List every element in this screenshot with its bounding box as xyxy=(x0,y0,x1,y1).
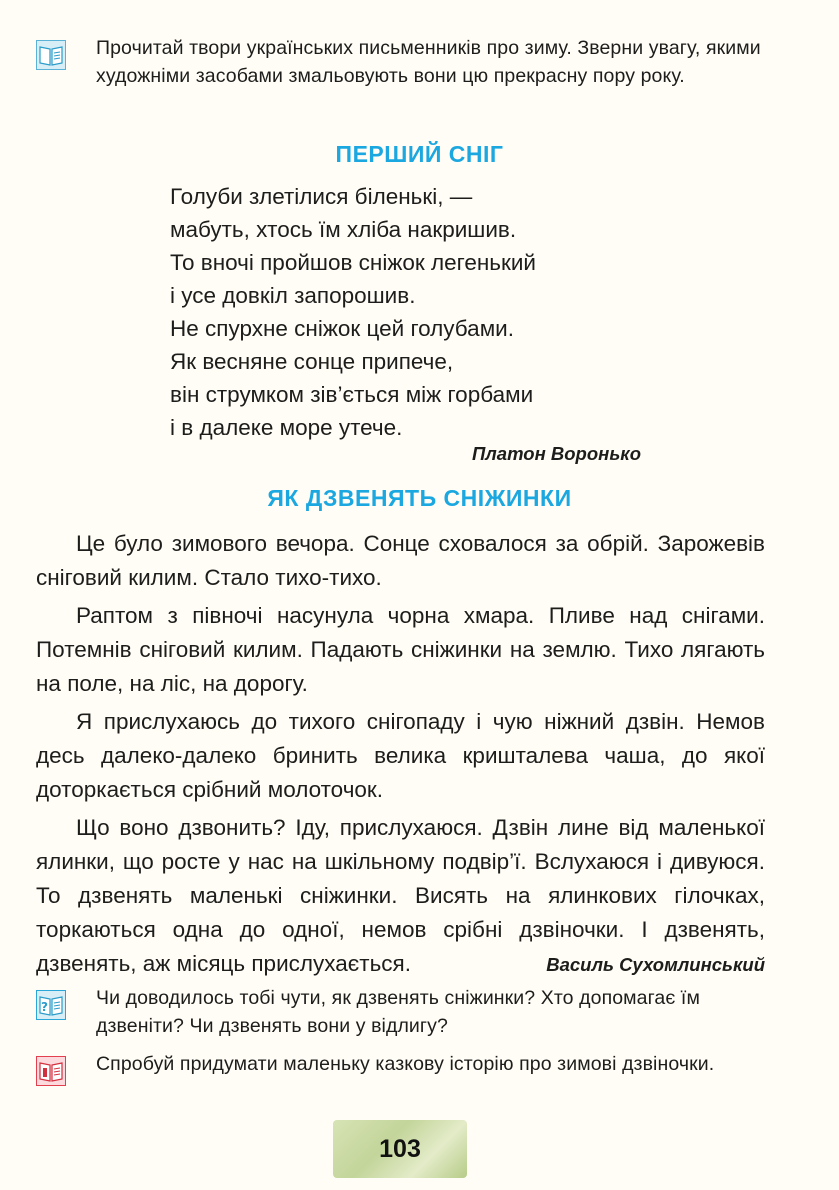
page-number-badge xyxy=(333,1120,467,1178)
story-author: Василь Сухомлинський xyxy=(546,954,765,975)
story-paragraph: Що воно дзвонить? Іду, прислухаюся. Дзвін лине від маленької ялинки, що росте у нас на шкільному подвір’ї. Вслухаюся і дивуюся. То дзвенять маленькі сніжинки. Висять на ялинкових гілочках, торкаються одна до одної, немов срібні дзвіночки. І дзвенять, дзвенять, аж місяць прислухається. xyxy=(36,815,765,976)
question-text: Чи доводилось тобі чути, як дзвенять сніжинки? Хто допомагає їм дзвеніти? Чи дзвенять вони у відлигу? xyxy=(96,987,700,1037)
poem-line: і усе довкіл запорошив. xyxy=(170,283,416,308)
poem-body xyxy=(170,180,536,444)
intro-task-text: Прочитай твори українських письменників про зиму. Зверни увагу, якими художніми засобами змальовують вони цю прекрасну пору року. xyxy=(96,37,761,87)
story-paragraph: Раптом з півночі насунула чорна хмара. Пливе над снігами. Потемнів сніговий килим. Падають сніжинки на землю. Тихо лягають на поле, на ліс, на дорогу. xyxy=(36,603,765,696)
question-task xyxy=(36,984,766,1040)
book-icon xyxy=(36,40,66,70)
poem-line: мабуть, хтось їм хліба накришив. xyxy=(170,217,517,242)
creative-task-text: Спробуй придумати маленьку казкову історію про зимові дзвіночки. xyxy=(96,1053,715,1075)
story-paragraph: Це було зимового вечора. Сонце сховалося за обрій. Зарожевів сніговий килим. Стало тихо-тихо. xyxy=(36,531,765,590)
poem-line: Не спурхне сніжок цей голубами. xyxy=(170,316,514,341)
poem-line: він струмком зів’ється між горбами xyxy=(170,382,534,407)
story-body xyxy=(36,527,765,985)
poem-title: ПЕРШИЙ СНІГ xyxy=(335,141,504,167)
page-number: 103 xyxy=(379,1135,421,1163)
poem-author: Платон Воронько xyxy=(471,443,641,464)
story-title: ЯК ДЗВЕНЯТЬ СНІЖИНКИ xyxy=(267,485,572,511)
poem-line: Голуби злетілися біленькі, — xyxy=(170,184,473,209)
svg-text:?: ? xyxy=(41,1000,48,1014)
poem-line: То вночі пройшов сніжок легенький xyxy=(170,250,536,275)
question-book-icon xyxy=(36,990,66,1020)
creative-task-icon xyxy=(36,1056,66,1086)
poem-line: Як весняне сонце припече, xyxy=(170,349,454,374)
intro-task xyxy=(36,34,766,90)
story-paragraph: Я прислухаюсь до тихого снігопаду і чую ніжний дзвін. Немов десь далеко-далеко бринить велика кришталева чаша, до якої доторкається срібний молоточок. xyxy=(36,709,765,802)
creative-task xyxy=(36,1050,766,1086)
poem-line: і в далеке море утече. xyxy=(170,415,403,440)
